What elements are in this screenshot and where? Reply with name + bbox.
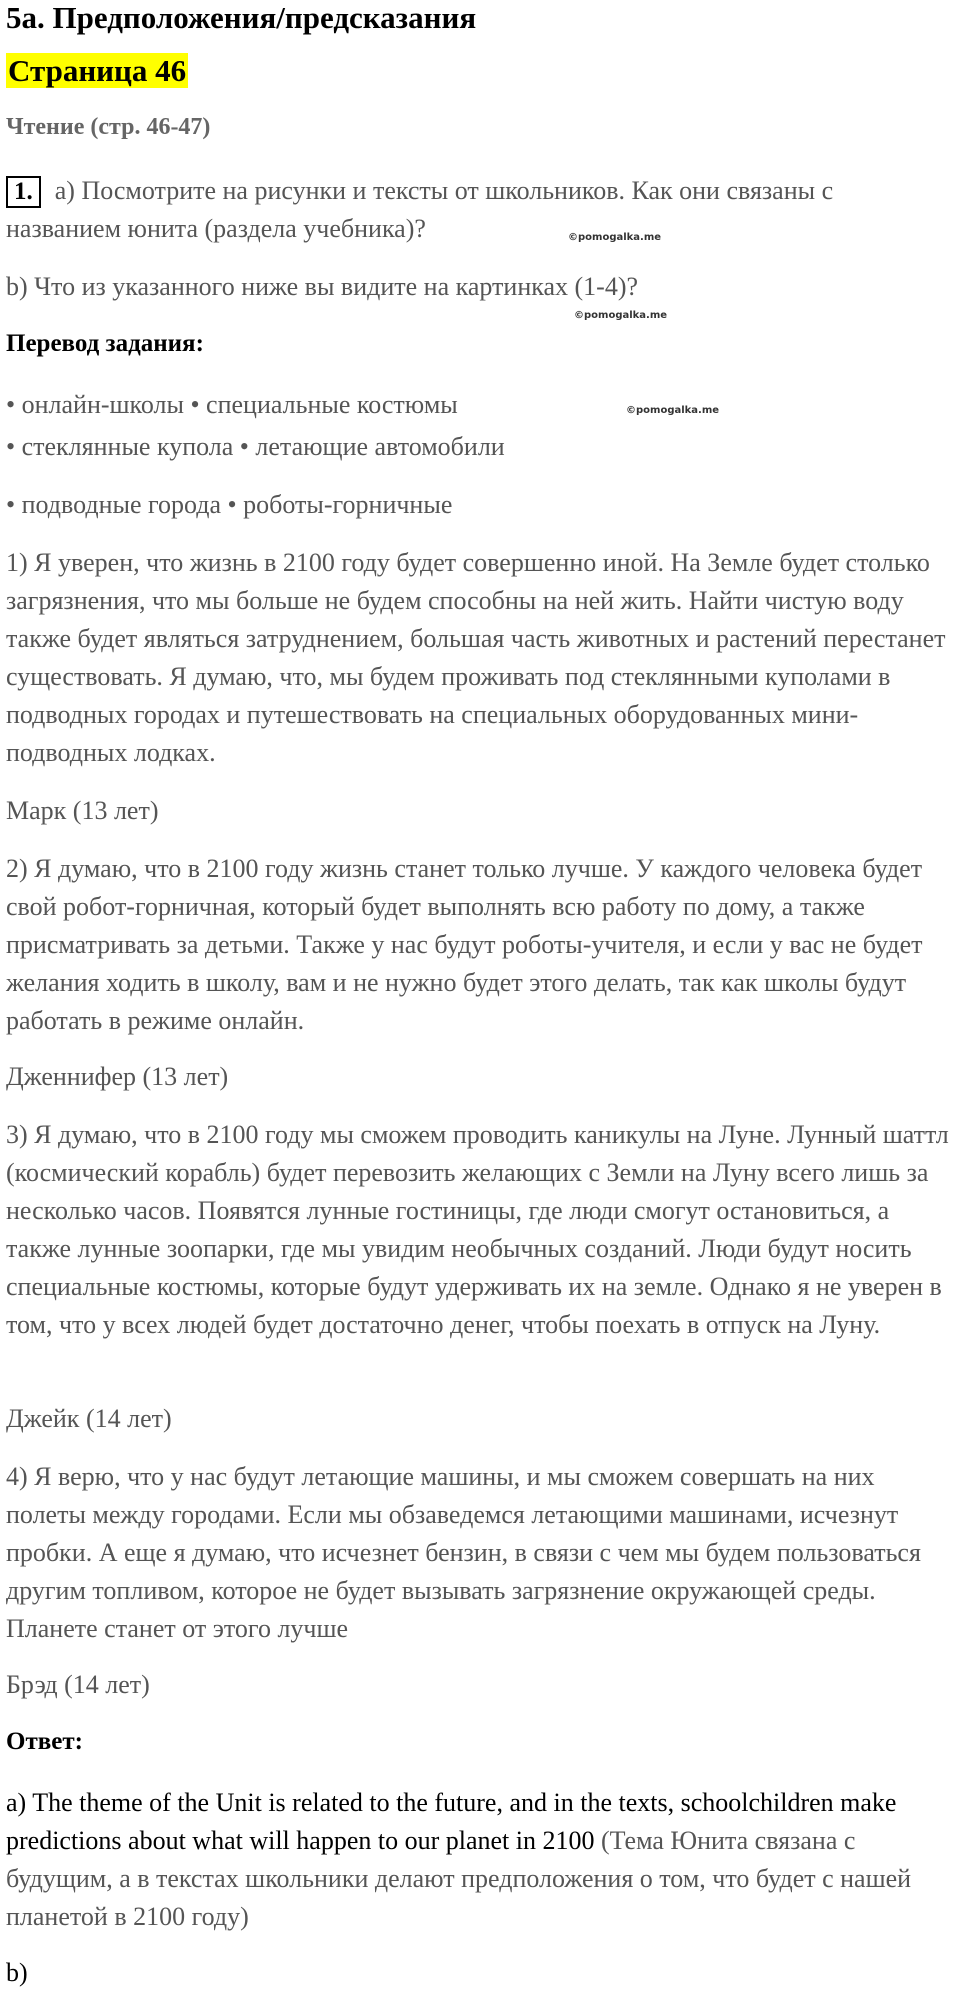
answer-b: b) [6, 1958, 28, 1987]
task-a-text: a) Посмотрите на рисунки и тексты от школьников. Как они связаны с [54, 176, 834, 205]
task-b: b) Что из указанного ниже вы видите на картинках (1-4)? [6, 272, 639, 301]
text-3-author: Джейк (14 лет) [6, 1404, 172, 1433]
text-1-author: Марк (13 лет) [6, 796, 159, 825]
bullet-line-3: • подводные города • роботы-горничные [6, 490, 453, 519]
watermark-3: ©pomogalka.me [626, 405, 720, 416]
text-1-body: 1) Я уверен, что жизнь в 2100 году будет совершенно иной. На Земле будет столько загрязнения, что мы больше не будем способны на ней жить. Найти чистую воду также будет являться затруднением, большая часть животных и растений перестанет существовать. Я думаю, что, мы будем проживать под стеклянными куполами в подводных городах и путешествовать на специальных оборудованных мини-подводных лодках. [6, 548, 946, 767]
text-4-author: Брэд (14 лет) [6, 1670, 150, 1699]
bullet-line-1: • онлайн-школы • специальные костюмы [6, 390, 458, 419]
text-2-author: Дженнифер (13 лет) [6, 1062, 229, 1091]
translation-heading: Перевод задания: [6, 330, 204, 357]
answer-heading: Ответ: [6, 1728, 83, 1755]
text-3-body: 3) Я думаю, что в 2100 году мы сможем проводить каникулы на Луне. Лунный шаттл (космический корабль) будет перевозить желающих с Земли на Луну всего лишь за несколько часов. Появятся лунные гостиницы, где люди смогут остановиться, а также лунные зоопарки, где мы увидим необычных созданий. Люди будут носить специальные костюмы, которые будут удерживать их на земле. Однако я не уверен в том, что у всех людей будет достаточно денег, чтобы поехать в отпуск на Луну. [6, 1120, 949, 1339]
answer-a-russian: (Тема Юнита связана с будущим, а в текстах школьники делают предположения о том, что будет с нашей планетой в 2100 году) [6, 1826, 912, 1931]
bullet-line-2: • стеклянные купола • летающие автомобили [6, 432, 505, 461]
answer-a [6, 1784, 956, 1936]
document-title: 5а. Предположения/предсказания [6, 0, 477, 35]
task-a-line2: названием юнита (раздела учебника)? [6, 214, 426, 243]
text-4-body: 4) Я верю, что у нас будут летающие машины, и мы сможем совершать на них полеты между городами. Если мы обзаведемся летающими машинами, исчезнут пробки. А еще я думаю, что исчезнет бензин, в связи с чем мы будем пользоваться другим топливом, которое не будет вызывать загрязнение окружающей среды. Планете станет от этого лучше [6, 1462, 921, 1643]
text-2-body: 2) Я думаю, что в 2100 году жизнь станет только лучше. У каждого человека будет свой робот-горничная, который будет выполнять всю работу по дому, а также присматривать за детьми. Также у нас будут роботы-учителя, и если у вас не будет желания ходить в школу, вам и не нужно будет этого делать, так как школы будут работать в режиме онлайн. [6, 854, 923, 1035]
task-a-line1 [6, 172, 833, 210]
watermark-1: ©pomogalka.me [568, 232, 662, 243]
task-number: 1. [6, 176, 41, 208]
section-heading: Чтение (стр. 46-47) [6, 114, 211, 140]
page-label-text: Страница 46 [8, 53, 187, 88]
page-label [6, 53, 188, 89]
answer-a-english: a) The theme of the Unit is related to the future, and in the texts, schoolchildren make predictions about what will happen to our planet in 2100 [6, 1788, 897, 1855]
watermark-2: ©pomogalka.me [574, 310, 668, 321]
